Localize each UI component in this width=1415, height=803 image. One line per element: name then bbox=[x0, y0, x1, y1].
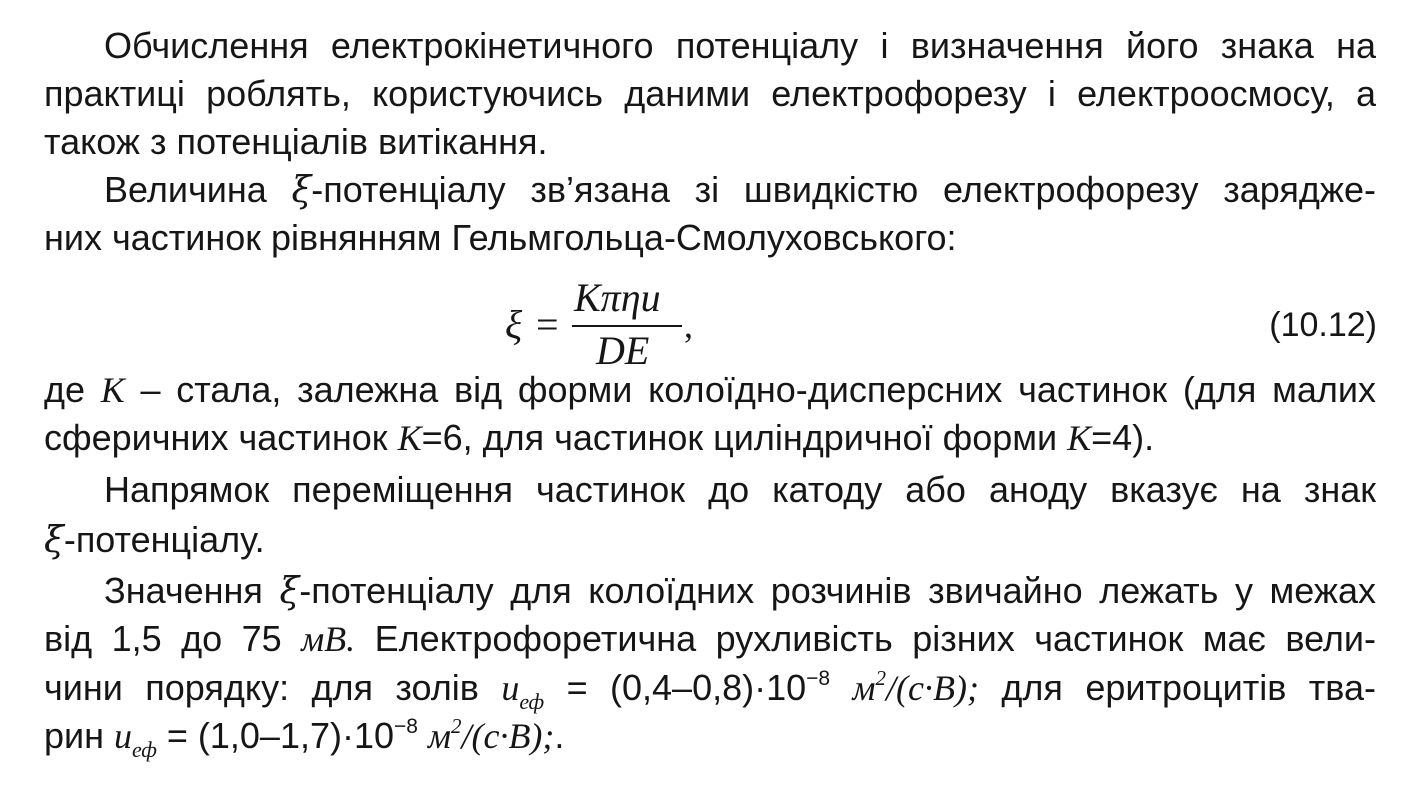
k-symbol: K bbox=[397, 418, 422, 458]
subscript-ef: еф bbox=[519, 689, 545, 714]
equation-comma: , bbox=[684, 305, 693, 345]
u-symbol: u bbox=[501, 668, 520, 708]
subscript-ef: еф bbox=[132, 737, 157, 762]
paragraph-1-line-1 bbox=[104, 21, 1376, 71]
text-span: Електрофоретична рухливість різних частинок має вели- bbox=[355, 618, 1376, 659]
paragraph-4-line-2 bbox=[44, 515, 1376, 565]
square-exponent: 2 bbox=[875, 666, 887, 690]
xi-symbol: ξ bbox=[44, 520, 64, 561]
equation-numerator: Kπηu bbox=[574, 275, 661, 320]
equation-denominator: DE bbox=[596, 328, 650, 373]
paragraph-5-line-4 bbox=[44, 711, 1376, 761]
k-symbol: K bbox=[1067, 418, 1092, 458]
unit-m: м bbox=[427, 716, 451, 756]
text-span: рин bbox=[44, 715, 115, 756]
text-span: них частинок рівнянням Гельмгольца-Смолуховського: bbox=[44, 217, 957, 258]
unit-m: м bbox=[852, 668, 876, 708]
text-span: від 1,5 до 75 bbox=[44, 618, 302, 659]
u-symbol: u bbox=[114, 716, 133, 756]
text-span: – стала, залежна від форми колоїдно-дисперсних частинок (для малих bbox=[124, 369, 1377, 410]
text-span: Значення bbox=[104, 570, 280, 611]
paragraph-3-line-1 bbox=[44, 365, 1376, 415]
equation-number: (10.12) bbox=[1269, 306, 1377, 344]
paragraph-5-line-2 bbox=[44, 614, 1376, 664]
xi-symbol: ξ bbox=[291, 170, 312, 211]
text-span: =6, для частинок циліндричної форми bbox=[421, 417, 1068, 458]
paragraph-2-line-1 bbox=[104, 165, 1376, 215]
text-span: також з потенціалів витікання. bbox=[44, 121, 548, 162]
text-span: -потенціалу для колоїдних розчинів звичайно лежать у межах bbox=[299, 570, 1376, 611]
unit-rest: /(с·В); bbox=[886, 668, 979, 708]
exponent: −8 bbox=[394, 715, 418, 738]
text-span: Величина bbox=[104, 169, 292, 210]
text-span: сферичних частинок bbox=[44, 417, 398, 458]
text-span: = (0,4–0,8)·10 bbox=[544, 667, 807, 708]
paragraph-1-line-2 bbox=[44, 69, 1376, 119]
square-exponent: 2 bbox=[450, 714, 462, 738]
unit-rest: /(с·В); bbox=[461, 716, 555, 756]
text-span: де bbox=[44, 369, 101, 410]
text-span: =4). bbox=[1091, 417, 1155, 458]
paragraph-1-line-3 bbox=[44, 117, 1376, 167]
paragraph-3-line-2 bbox=[44, 413, 1376, 463]
paragraph-5-line-1 bbox=[104, 566, 1376, 616]
text-span: для еритроцитів тва- bbox=[978, 667, 1376, 708]
exponent: −8 bbox=[806, 667, 831, 690]
paragraph-4-line-1 bbox=[104, 465, 1376, 515]
fraction-bar bbox=[572, 325, 682, 327]
text-span: . bbox=[554, 715, 565, 756]
text-span: = (1,0–1,7)·10 bbox=[156, 715, 395, 756]
paragraph-2-line-2 bbox=[44, 213, 1376, 263]
text-span: чини порядку: для золів bbox=[44, 667, 502, 708]
equation-10-12 bbox=[0, 275, 1415, 374]
text-span: Напрямок переміщення частинок до катоду або аноду вказує на знак bbox=[104, 469, 1376, 510]
text-span: практиці роблять, користуючись даними електрофорезу і електроосмосу, а bbox=[44, 73, 1376, 114]
xi-symbol: ξ bbox=[279, 571, 300, 612]
unit-mv: мВ. bbox=[301, 619, 356, 659]
text-span: Обчислення електрокінетичного потенціалу і визначення його знака на bbox=[104, 25, 1376, 66]
text-span: -потенціалу зв’язана зі швидкістю електрофорезу зарядже- bbox=[311, 169, 1376, 210]
paragraph-5-line-3 bbox=[44, 663, 1376, 713]
k-symbol: K bbox=[100, 370, 125, 410]
equals-sign: = bbox=[536, 302, 559, 347]
text-span: -потенціалу. bbox=[63, 519, 265, 560]
equation-lhs: ξ bbox=[505, 302, 523, 347]
